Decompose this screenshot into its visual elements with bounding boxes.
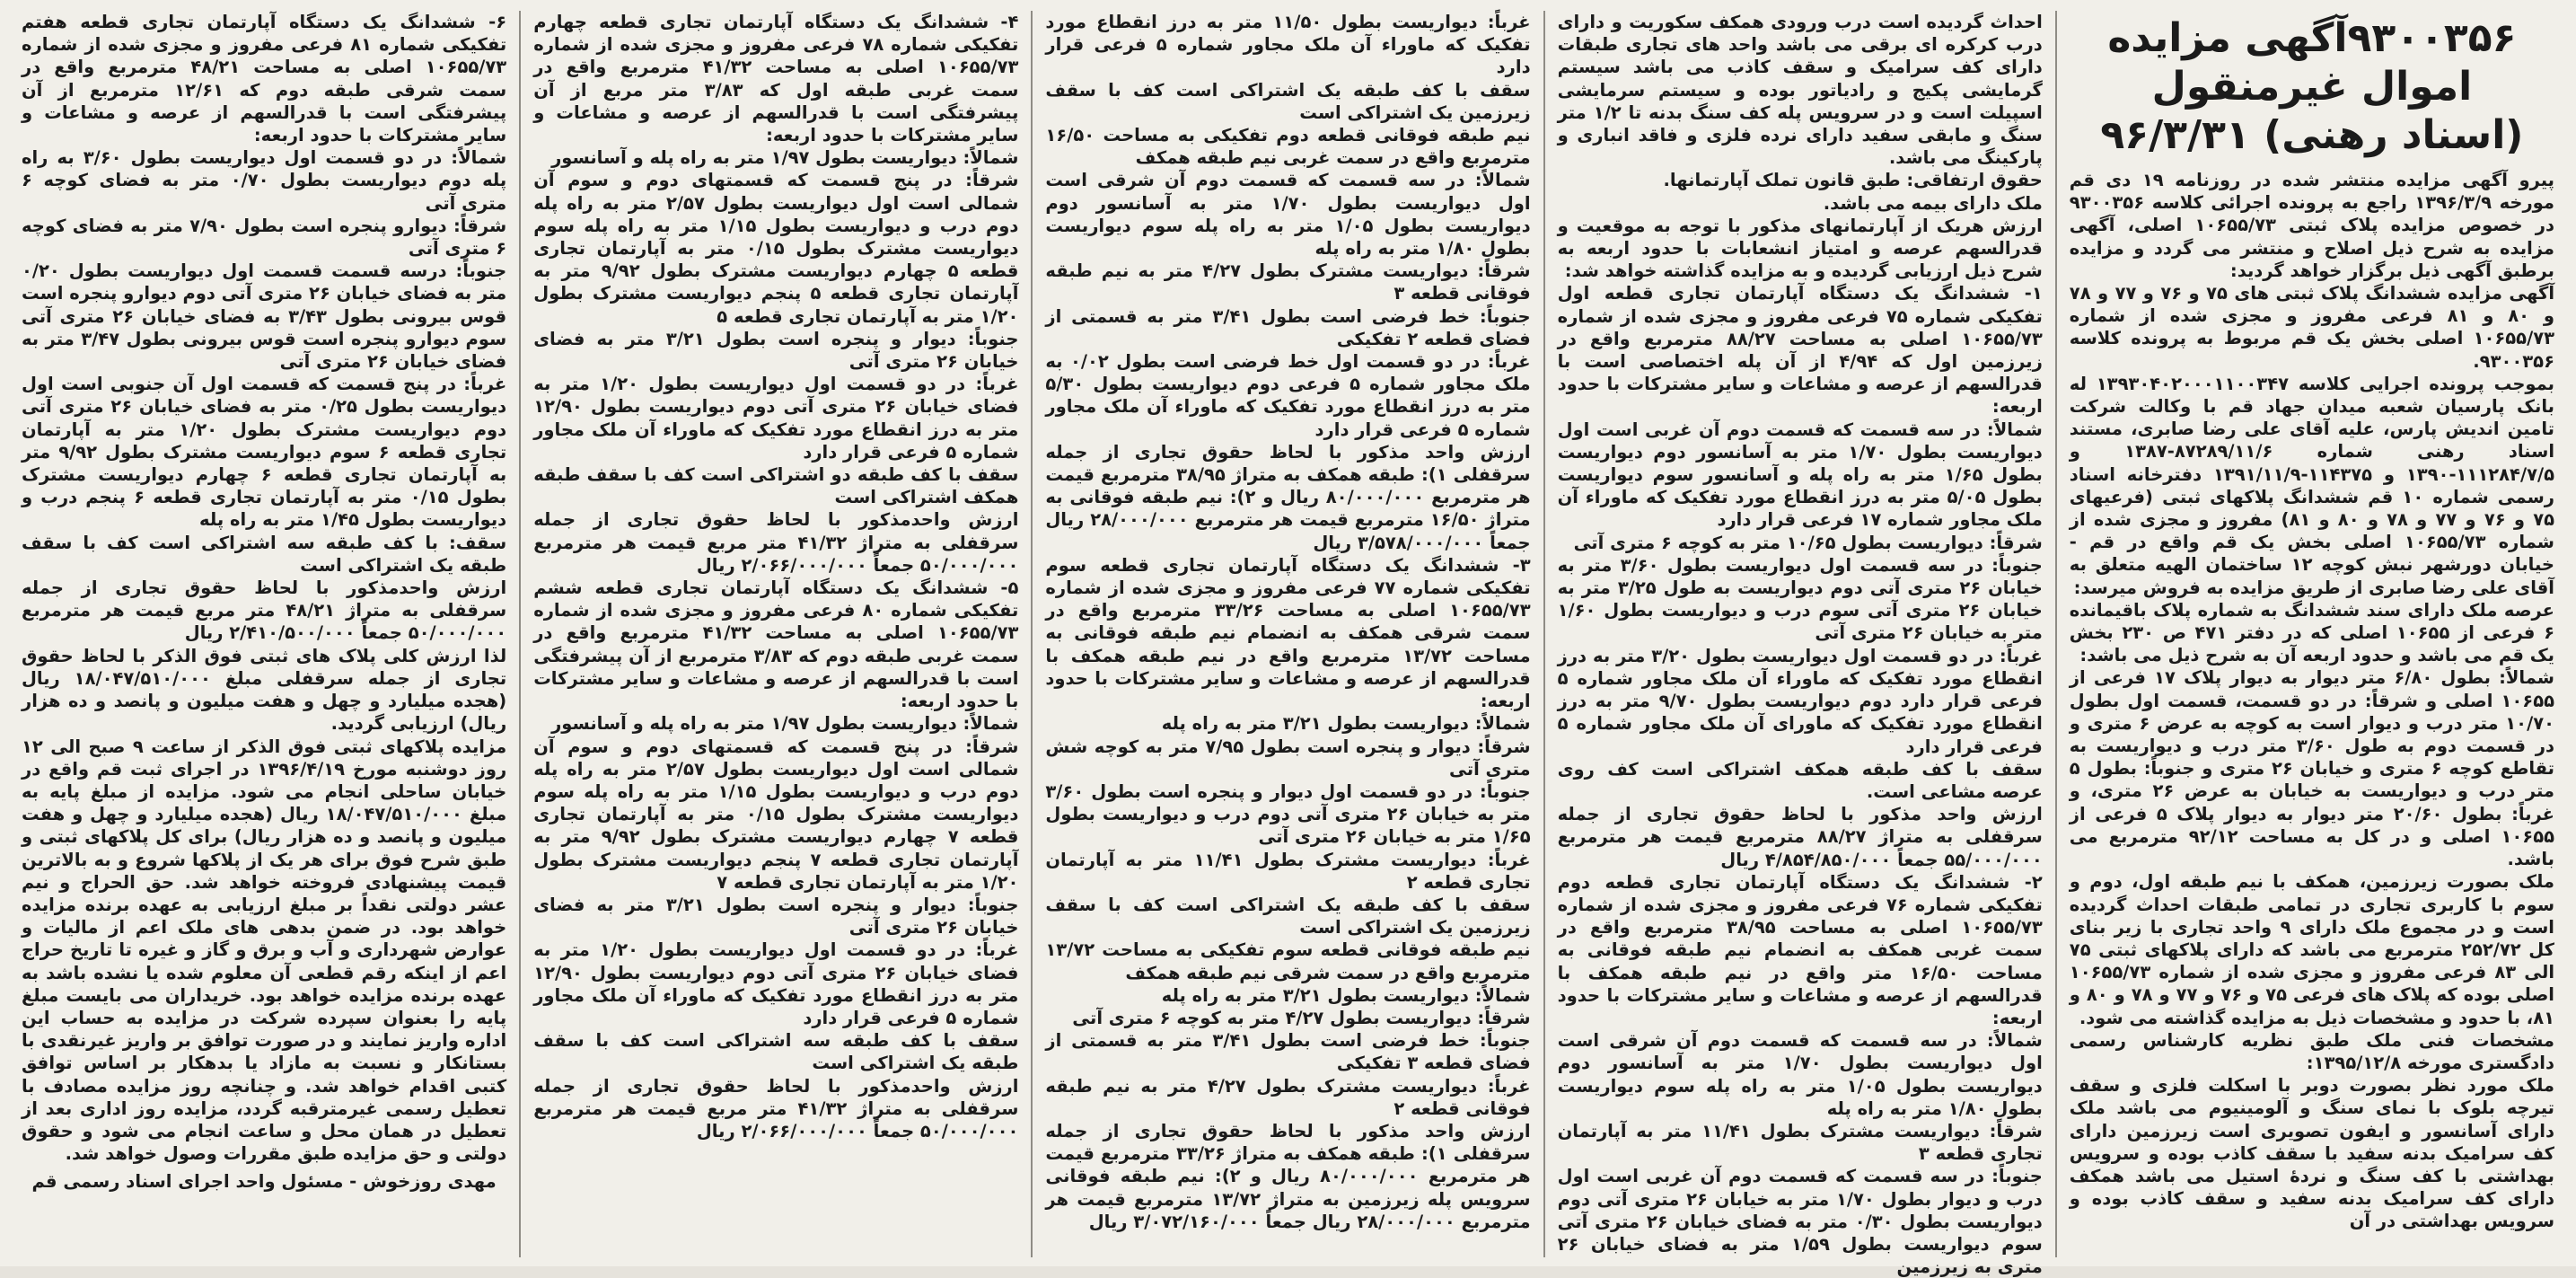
paragraph: نیم طبقه فوقانی قطعه دوم تفکیکی به مساحت ۱۶/۵۰ مترمربع واقع در سمت غربی نیم طبقه همکف — [1039, 125, 1531, 169]
paragraph: جنوباً: در سه قسمت اول دیواریست بطول ۳/۶۰ متر به خیابان ۲۶ متری آتی دوم دیواریست به طول ۳/۲۵ متر به خیابان ۲۶ متری آتی سوم درب و دیواریست بطول ۱/۶۰ متر به خیابان ۲۶ متری آتی — [1551, 554, 2043, 644]
paragraph: جنوباً: دیوار و پنجره است بطول ۳/۲۱ متر به فضای خیابان ۲۶ متری آتی — [527, 894, 1019, 939]
paragraph: جنوباً: در سه قسمت که قسمت دوم آن غربی است اول درب و دیوار بطول ۱/۷۰ متر به خیابان ۲۶ متری آتی دوم دیواریست بطول ۰/۳۰ متر به فضای خیابان ۲۶ متری آتی سوم دیواریست بطول ۱/۵۹ متر به فضای خیابان ۲۶ متری به زیرزمین — [1551, 1166, 2043, 1278]
notice-header — [2070, 14, 2554, 160]
paragraph: جنوباً: خط فرضی است بطول ۳/۴۱ متر به قسمتی از فضای قطعه ۳ تفکیکی — [1039, 1030, 1531, 1074]
paragraph: غرباً: دیواریست بطول ۱۱/۵۰ متر به درز انقطاع مورد تفکیک که ماوراء آن ملک مجاور شماره ۵ فرعی قرار دارد — [1039, 12, 1531, 78]
paragraph: ارزش واحدمذکور با لحاظ حقوق تجاری از جمله سرقفلی به متراژ ۴۱/۳۲ متر مربع قیمت هر مترمربع ۵۰/۰۰۰/۰۰۰ جمعاً ۲/۰۶۶/۰۰۰/۰۰۰ ریال — [527, 509, 1019, 576]
paragraph: ارزش واحد مذکور با لحاظ حقوق تجاری از جمله سرقفلی به متراژ ۸۸/۲۷ مترمربع قیمت هر مترمربع ۵۵/۰۰۰/۰۰۰ جمعاً ۴/۸۵۴/۸۵۰/۰۰۰ ریال — [1551, 804, 2043, 870]
paragraph: شرقاً: دیواریست بطول ۱۰/۶۵ متر به کوچه ۶ متری آتی — [1573, 532, 2043, 553]
paragraph: حقوق ارتفاقی: طبق قانون تملک آپارتمانها. — [1663, 170, 2043, 191]
paragraph: غرباً: در دو قسمت اول دیواریست بطول ۱/۲۰ متر به فضای خیابان ۲۶ متری آتی دوم دیواریست بطول ۱۲/۹۰ متر به درز انقطاع مورد تفکیک که ماوراء آن ملک مجاور شماره ۵ فرعی قرار دارد — [527, 939, 1019, 1028]
paragraph: ارزش واحد مذکور با لحاظ حقوق تجاری از جمله سرقفلی ۱): طبقه همکف به متراژ ۳۳/۲۶ مترمربع قیمت هر مترمربع ۸۰/۰۰۰/۰۰۰ ریال و ۲): نیم طبقه فوقانی سرویس پله زیرزمین به متراژ ۱۳/۷۲ مترمربع قیمت هر مترمربع ۲۸/۰۰۰/۰۰۰ ریال جمعاً ۳/۰۷۲/۱۶۰/۰۰۰ ریال — [1039, 1120, 1531, 1232]
paragraph: شرقاً: دیوارو پنجره است بطول ۷/۹۰ متر به فضای کوچه ۶ متری آتی — [15, 215, 507, 260]
paragraph: شرقاً: در پنج قسمت که قسمتهای دوم و سوم آن شمالی است اول دیواریست بطول ۲/۵۷ متر به راه پله دوم درب و دیواریست بطول ۱/۱۵ متر به راه پله سوم دیواریست مشترک بطول ۰/۱۵ متر به آپارتمان تجاری قطعه ۷ چهارم دیواریست مشترک بطول ۹/۹۲ متر به آپارتمان تجاری قطعه ۷ پنجم دیواریست مشترک بطول ۱/۲۰ متر به آپارتمان تجاری قطعه ۷ — [527, 736, 1019, 893]
notice-subtitle: (اسناد رهنی) ۹۶/۳/۳۱ — [2100, 112, 2524, 158]
column-4 — [519, 11, 1031, 1257]
paragraph: مزایده پلاکهای ثبتی فوق الذکر از ساعت ۹ صبح الی ۱۲ روز دوشنبه مورخ ۱۳۹۶/۴/۱۹ در اجرای ثبت قم واقع در خیابان ساحلی انجام می شود. مزایده از مبلغ پایه به مبلغ ۱۸/۰۴۷/۵۱۰/۰۰۰ ریال (هجده میلیارد و چهل و هفت میلیون و پانصد و ده هزار ریال) برای کل پلاکهای ثبتی و طبق شرح فوق برای هر یک از پلاکها شروع و به بالاترین قیمت پیشنهادی فروخته خواهد شد. حق الحراج و نیم عشر دولتی نقداً بر مبلغ ارزیابی به عهده برنده مزایده خواهد بود. در ضمن بدهی های ملک اعم از مالیات و عوارض شهرداری و آب و برق و گاز و غیره تا تاریخ حراج اعم از اینکه رقم قطعی آن معلوم شده یا نشده باشد به عهده برنده مزایده خواهد بود. خریداران می بایست مبلغ پایه را بعنوان سپرده شرکت در مزایده به حساب این اداره واریز نمایند و در صورت توافق بر واریز غیرنقدی با بستانکار و نسبت به مازاد یا بدهکار بر اساس توافق کتبی اقدام خواهد شد. و چنانچه روز مزایده مصادف با تعطیل رسمی غیرمترقبه گردد، مزایده روز اداری بعد از تعطیل در همان محل و ساعت انجام می شود و حقوق دولتی و حق مزایده طبق مقررات وصول خواهد شد. — [15, 736, 507, 1165]
paragraph: لذا ارزش کلی پلاک های ثبتی فوق الذکر با لحاظ حقوق تجاری از جمله سرقفلی مبلغ ۱۸/۰۴۷/۵۱۰/۰۰۰ ریال (هجده میلیارد و چهل و هفت میلیون و پانصد و ده هزار ریال) ارزیابی گردید. — [15, 645, 507, 735]
paragraph: سقف با کف طبقه دو اشتراکی است کف با سقف طبقه همکف اشتراکی است — [527, 464, 1019, 508]
paragraph: بموجب پرونده اجرایی کلاسه ۱۳۹۳۰۴۰۲۰۰۰۱۱۰۰۳۴۷ له بانک پارسیان شعبه میدان جهاد قم با وکالت شرکت تامین اندیش پارس، علیه آقای علی رضا صابری، مستند اسناد رهنی شماره ۸۷۲۸۹/۱۱/۶-۱۳۸۷ و ۱۱۱۲۸۴/۷/۵-۱۳۹۰ و ۱۱۴۳۷۵-۱۳۹۱/۱۱/۹ دفترخانه اسناد رسمی شماره ۱۰ قم ششدانگ پلاکهای ثبتی (فرعیهای ۷۵ و ۷۶ و ۷۷ و ۷۸ و ۸۰ و ۸۱) مفروز و مجزی شده از شماره ۱۰۶۵۵/۷۳ اصلی بخش یک قم واقع در قم - خیابان دورشهر نبش کوچه ۱۲ ساختمان الهیه متعلق به آقای علی رضا صابری از طریق مزایده به فروش میرسد: — [2063, 373, 2555, 598]
paragraph: شمالاً: بطول ۶/۸۰ متر دیوار به دیوار پلاک ۱۷ فرعی از ۱۰۶۵۵ اصلی و شرقاً: در دو قسمت، قسمت اول بطول ۱۰/۷۰ متر درب و دیوار است به کوچه به عرض ۶ متری و در قسمت دوم به طول ۳/۶۰ متر درب و دیواریست به تقاطع کوچه ۶ متری و خیابان ۲۶ متری و جنوباً: بطول ۵ متر درب و دیواریست به خیابان به عرض ۲۶ متری، و غرباً: بطول ۲۰/۶۰ متر دیوار به دیوار پلاک ۵ فرعی از ۱۰۶۵۵ اصلی و در کل به مساحت ۹۲/۱۲ مترمربع می باشد. — [2063, 667, 2555, 870]
paragraph: شرقاً: دیواریست مشترک بطول ۴/۲۷ متر به نیم طبقه فوقانی قطعه ۳ — [1039, 260, 1531, 304]
column-1 — [2055, 11, 2567, 1257]
paragraph: غرباً: دیواریست مشترک بطول ۴/۲۷ متر به نیم طبقه فوقانی قطعه ۲ — [1039, 1075, 1531, 1119]
paragraph: پیرو آگهی مزایده منتشر شده در روزنامه ۱۹ دی قم مورخه ۱۳۹۶/۳/۹ راجع به پرونده اجرائی کلاسه ۹۳۰۰۳۵۶ در خصوص مزایده پلاک ثبتی ۱۰۶۵۵/۷۳ اصلی، آگهی مزایده به شرح ذیل اصلاح و منتشر می گردد و مزایده برطبق آگهی ذیل برگزار خواهد گردید: — [2063, 170, 2555, 281]
paragraph: جنوباً: خط فرضی است بطول ۳/۴۱ متر به قسمتی از فضای قطعه ۲ تفکیکی — [1039, 305, 1531, 349]
paragraph: ارزش واحدمذکور با لحاظ حقوق تجاری از جمله سرقفلی به متراژ ۴۱/۳۲ متر مربع قیمت هر مترمربع ۵۰/۰۰۰/۰۰۰ جمعاً ۲/۰۶۶/۰۰۰/۰۰۰ ریال — [527, 1075, 1019, 1141]
paragraph: ۳- ششدانگ یک دستگاه آپارتمان تجاری قطعه سوم تفکیکی شماره ۷۷ فرعی مفروز و مجزی شده از شماره ۱۰۶۵۵/۷۳ اصلی به مساحت ۳۳/۲۶ مترمربع واقع در سمت شرقی همکف به انضمام نیم طبقه فوقانی به مساحت ۱۳/۷۲ مترمربع واقع در نیم طبقه همکف با قدرالسهم از عرصه و مشاعات و سایر مشترکات با حدود اربعه: — [1039, 554, 1531, 712]
paragraph: احداث گردیده است درب ورودی همکف سکوریت و دارای درب کرکره ای برقی می باشد واحد های تجاری طبقات دارای کف سرامیک و سقف کاذب می باشد سیستم گرمایشی پکیج و رادیاتور بوده و سیستم سرمایشی اسپیلت است و در سرویس پله کف سنگ بدنه تا ۱/۲ متر سنگ و مابقی سفید دارای نرده فلزی و فاقد انباری و پارکینگ می باشد. — [1551, 12, 2043, 169]
paragraph: شرقاً: دیواریست بطول ۴/۲۷ متر به کوچه ۶ متری آتی — [1072, 1007, 1531, 1028]
paragraph: شمالاً: دیواریست بطول ۳/۲۱ متر به راه پله — [1161, 984, 1531, 1006]
paragraph: شمالاً: دیواریست بطول ۳/۲۱ متر به راه پله — [1161, 713, 1531, 735]
paragraph: شمالاً: در دو قسمت اول دیواریست بطول ۳/۶۰ به راه پله دوم دیواریست بطول ۰/۷۰ متر به فضای کوچه ۶ متری آتی — [15, 147, 507, 214]
paragraph: نیم طبقه فوقانی قطعه سوم تفکیکی به مساحت ۱۳/۷۲ مترمربع واقع در سمت شرقی نیم طبقه همکف — [1039, 939, 1531, 983]
paragraph: شمالاً: دیواریست بطول ۱/۹۷ متر به راه پله و آسانسور — [551, 713, 1019, 735]
paragraph: سقف با کف طبقه سه اشتراکی است کف با سقف طبقه یک اشتراکی است — [527, 1030, 1019, 1074]
paragraph: ۱- ششدانگ یک دستگاه آپارتمان تجاری قطعه اول تفکیکی شماره ۷۵ فرعی مفروز و مجزی شده از شماره ۱۰۶۵۵/۷۳ اصلی به مساحت ۸۸/۲۷ مترمربع واقع در زیرزمین اول که ۴/۹۴ از آن پله اختصاصی است با قدرالسهم از عرصه و مشاعات و سایر مشترکات با حدود اربعه: — [1551, 283, 2043, 418]
paragraph: سقف با کف طبقه یک اشتراکی است کف با سقف زیرزمین یک اشتراکی است — [1039, 79, 1531, 123]
paragraph: شرقاً: دیوار و پنجره است بطول ۷/۹۵ متر به کوچه شش متری آتی — [1039, 736, 1531, 780]
paragraph: غرباً: در دو قسمت اول خط فرضی است بطول ۰/۰۲ به ملک مجاور شماره ۵ فرعی دوم دیواریست بطول ۵/۳۰ متر به درز انقطاع مورد تفکیک که ماوراء آن ملک مجاور شماره ۵ فرعی قرار دارد — [1039, 351, 1531, 440]
paragraph: سقف: با کف طبقه سه اشتراکی است کف با سقف طبقه یک اشتراکی است — [15, 532, 507, 576]
paragraph: ۶- ششدانگ یک دستگاه آپارتمان تجاری قطعه هفتم تفکیکی شماره ۸۱ فرعی مفروز و مجزی شده از شماره ۱۰۶۵۵/۷۳ اصلی به مساحت ۴۸/۲۱ مترمربع واقع در سمت شرقی طبقه دوم که ۱۲/۶۱ مترمربع از آن پیشرفتگی است با قدرالسهم از عرصه و مشاعات و سایر مشترکات با حدود اربعه: — [15, 12, 507, 146]
paragraph: عرصه ملک دارای سند ششدانگ به شماره پلاک باقیمانده ۶ فرعی از ۱۰۶۵۵ اصلی که در دفتر ۴۷۱ ص ۲۳۰ بخش یک قم می باشد و حدود اربعه آن به شرح ذیل می باشد: — [2063, 599, 2554, 666]
paragraph: مشخصات فنی ملک طبق نظریه کارشناس رسمی دادگستری مورخه ۱۳۹۵/۱۲/۸: — [2063, 1029, 2554, 1073]
paragraph: ۵- ششدانگ یک دستگاه آپارتمان تجاری قطعه ششم تفکیکی شماره ۸۰ فرعی مفروز و مجزی شده از شماره ۱۰۶۵۵/۷۳ اصلی به مساحت ۴۱/۳۲ مترمربع واقع در سمت غربی طبقه دوم که ۳/۸۳ مترمربع از آن پیشرفتگی است با قدرالسهم از عرصه و مشاعات و سایر مشترکات با حدود اربعه: — [527, 577, 1019, 712]
column-3 — [1031, 11, 1543, 1257]
paragraph: شرقاً: دیواریست مشترک بطول ۱۱/۴۱ متر به آپارتمان تجاری قطعه ۳ — [1551, 1120, 2043, 1165]
paragraph: جنوباً: در دو قسمت اول دیوار و پنجره است بطول ۳/۶۰ متر به خیابان ۲۶ متری آتی دوم درب و دیواریست بطول ۱/۶۵ متر به خیابان ۲۶ متری آتی — [1039, 780, 1531, 848]
paragraph: آگهی مزایده ششدانگ پلاک ثبتی های ۷۵ و ۷۶ و ۷۷ و ۷۸ و ۸۰ و ۸۱ فرعی مفروز و مجزی شده از شماره ۱۰۶۵۵/۷۳ اصلی بخش یک قم مربوط به پرونده کلاسه ۹۳۰۰۳۵۶. — [2063, 283, 2555, 372]
paragraph: جنوباً: درسه قسمت قسمت اول دیواریست بطول ۰/۲۰ متر به فضای خیابان ۲۶ متری آتی دوم دیوارو پنجره است قوس بیرونی بطول ۳/۴۳ به فضای خیابان ۲۶ متری آتی سوم دیوارو پنجره است قوس بیرونی بطول ۳/۴۷ متر به فضای خیابان ۲۶ متری آتی — [15, 260, 507, 373]
paragraph: ملک مورد نظر بصورت دوبر با اسکلت فلزی و سقف تیرچه بلوک با نمای سنگ و آلومینیوم می باشد ملک دارای آسانسور و ایفون تصویری است زیرزمین دارای کف سرامیک بدنه سفید با سقف کاذب بوده و سرویس بهداشتی با کف سنگ و نردهٔ استیل می باشد همکف دارای کف سرامیک بدنه سفید و سقف کاذب بوده و سرویس بهداشتی در آن — [2063, 1075, 2554, 1232]
paragraph: غرباً: در دو قسمت اول دیواریست بطول ۱/۲۰ متر به فضای خیابان ۲۶ متری آتی دوم دیواریست بطول ۱۲/۹۰ متر به درز انقطاع مورد تفکیک که ماوراء آن ملک مجاور شماره ۵ فرعی قرار دارد — [527, 374, 1019, 463]
signature: مهدی روزخوش - مسئول واحد اجرای اسناد رسمی قم — [31, 1171, 497, 1193]
column-5 — [9, 11, 519, 1257]
paragraph: شمالاً: دیواریست بطول ۱/۹۷ متر به راه پله و آسانسور — [551, 147, 1019, 169]
paragraph: ۲- ششدانگ یک دستگاه آپارتمان تجاری قطعه دوم تفکیکی شماره ۷۶ فرعی مفروز و مجزی شده از شماره ۱۰۶۵۵/۷۳ اصلی به مساحت ۳۸/۹۵ مترمربع واقع در سمت غربی همکف به انضمام نیم طبقه فوقانی به مساحت ۱۶/۵۰ متر واقع در نیم طبقه همکف با قدرالسهم از عرصه و مشاعات و سایر مشترکات با حدود اربعه: — [1551, 871, 2043, 1028]
paragraph: شمالاً: در سه قسمت که قسمت دوم آن غربی است اول دیواریست بطول ۱/۷۰ متر به آسانسور دوم دیواریست بطول ۱/۶۵ متر به راه پله و آسانسور سوم دیواریست بطول ۵/۰۵ متر به درز انقطاع مورد تفکیک که ماوراء آن ملک مجاور شماره ۱۷ فرعی قرار دارد — [1551, 419, 2043, 531]
paragraph: ارزش هریک از آپارتمانهای مذکور با توجه به موقعیت و قدرالسهم عرصه و امتیاز انشعابات با حدود اربعه به شرح ذیل ارزیابی گردیده و به مزایده گذاشته خواهد شد: — [1551, 215, 2043, 282]
paragraph: ارزش واحد مذکور با لحاظ حقوق تجاری از جمله سرقفلی ۱): طبقه همکف به متراژ ۳۸/۹۵ مترمربع قیمت هر مترمربع ۸۰/۰۰۰/۰۰۰ ریال و ۲): نیم طبقه فوقانی به متراژ ۱۶/۵۰ مترمربع قیمت هر مترمربع ۲۸/۰۰۰/۰۰۰ ریال جمعاً ۳/۵۷۸/۰۰۰/۰۰۰ ریال — [1039, 441, 1531, 553]
paragraph: ارزش واحدمذکور با لحاظ حقوق تجاری از جمله سرقفلی به متراژ ۴۸/۲۱ متر مربع قیمت هر مترمربع ۵۰/۰۰۰/۰۰۰ جمعاً ۲/۴۱۰/۵۰۰/۰۰۰ ریال — [15, 577, 507, 644]
paragraph: شمالاً: در سه قسمت که قسمت دوم آن شرقی است اول دیواریست بطول ۱/۷۰ متر به آسانسور دوم دیواریست بطول ۱/۰۵ متر به راه پله سوم دیواریست بطول ۱/۸۰ متر به راه پله — [1039, 170, 1531, 260]
column-2 — [1543, 11, 2055, 1278]
paragraph: شرقاً: در پنج قسمت که قسمتهای دوم و سوم آن شمالی است اول دیواریست بطول ۲/۵۷ متر به راه پله دوم درب و دیواریست بطول ۱/۱۵ متر به راه پله سوم دیواریست مشترک بطول ۰/۱۵ متر به آپارتمان تجاری قطعه ۵ چهارم دیواریست مشترک بطول ۹/۹۲ متر به آپارتمان تجاری قطعه ۵ پنجم دیواریست مشترک بطول ۱/۲۰ متر به آپارتمان تجاری قطعه ۵ — [527, 170, 1019, 327]
paragraph: غرباً: دیواریست مشترک بطول ۱۱/۴۱ متر به آپارتمان تجاری قطعه ۲ — [1039, 849, 1531, 893]
paragraph: غرباً: در پنج قسمت که قسمت اول آن جنوبی است اول دیواریست بطول ۰/۲۵ متر به فضای خیابان ۲۶ متری آتی دوم دیواریست مشترک بطول ۱/۲۰ متر به آپارتمان تجاری قطعه ۶ سوم دیواریست مشترک بطول ۹/۹۲ متر به آپارتمان تجاری قطعه ۶ چهارم دیواریست مشترک بطول ۰/۱۵ متر به آپارتمان تجاری قطعه ۶ پنجم درب و دیواریست بطول ۱/۴۵ متر به راه پله — [15, 374, 507, 531]
paragraph: ۴- ششدانگ یک دستگاه آپارتمان تجاری قطعه چهارم تفکیکی شماره ۷۸ فرعی مفروز و مجزی شده از شماره ۱۰۶۵۵/۷۳ اصلی به مساحت ۴۱/۳۲ مترمربع واقع در سمت غربی طبقه اول که ۳/۸۳ متر مربع از آن پیشرفتگی است با قدرالسهم از عرصه و مشاعات و سایر مشترکات با حدود اربعه: — [527, 12, 1019, 146]
paragraph: سقف با کف طبقه یک اشتراکی است کف با سقف زیرزمین یک اشتراکی است — [1039, 894, 1531, 939]
paragraph: ملک بصورت زیرزمین، همکف با نیم طبقه اول، دوم و سوم با کاربری تجاری در تمامی طبقات احداث گردیده است و در مجموع ملک دارای ۹ واحد تجاری با زیر بنای کل ۲۵۲/۷۲ مترمربع می باشد که دارای پلاکهای ثبتی ۷۵ الی ۸۳ فرعی مفروز و مجزی شده از شماره ۱۰۶۵۵/۷۳ اصلی بوده که پلاک های فرعی ۷۵ و ۷۶ و ۷۷ و ۷۸ و ۸۰ و ۸۱، با حدود و مشخصات ذیل به مزایده گذاشته می شود. — [2063, 871, 2554, 1028]
paragraph: جنوباً: دیوار و پنجره است بطول ۳/۲۱ متر به فضای خیابان ۲۶ متری آتی — [527, 328, 1019, 373]
paragraph: شمالاً: در سه قسمت که قسمت دوم آن شرقی است اول دیواریست بطول ۱/۷۰ متر به آسانسور دوم دیواریست بطول ۱/۰۵ متر به راه پله سوم دیواریست بطول ۱/۸۰ متر به راه پله — [1551, 1030, 2043, 1119]
paragraph: سقف با کف طبقه همکف اشتراکی است کف روی عرصه مشاعی است. — [1551, 758, 2043, 802]
paragraph: غرباً: در دو قسمت اول دیواریست بطول ۳/۲۰ متر به درز انقطاع مورد تفکیک که ماوراء آن ملک مجاور شماره ۵ فرعی قرار دارد دوم دیواریست بطول ۹/۷۰ متر به درز انقطاع مورد تفکیک که ماورای آن ملک مجاور شماره ۵ فرعی قرار دارد — [1551, 645, 2043, 757]
paragraph: ملک دارای بیمه می باشد. — [1823, 192, 2043, 214]
notice-title: ۹۳۰۰۳۵۶آگهی مزایده اموال غیرمنقول — [2107, 15, 2517, 110]
notice-columns — [9, 11, 2567, 1278]
